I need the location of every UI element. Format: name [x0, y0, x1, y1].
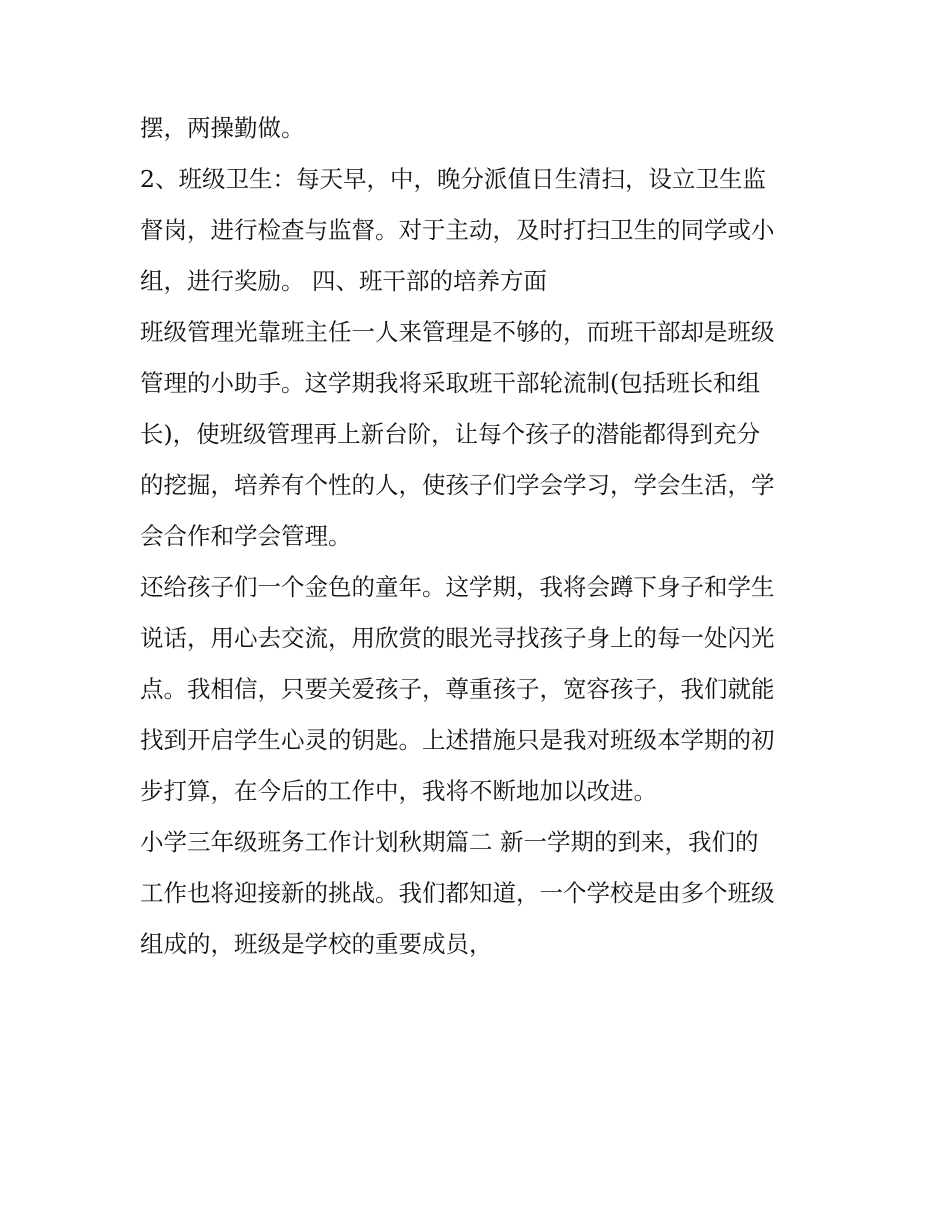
text-line: 的挖掘，培养有个性的人，使孩子们学会学习，学会生活，学 [140, 471, 775, 499]
text-line: 2、班级卫生：每天早，中，晚分派值日生清扫，设立卫生监 [140, 165, 766, 193]
text-line: 找到开启学生心灵的钥匙。上述措施只是我对班级本学期的初 [140, 726, 775, 754]
text-line: 小学三年级班务工作计划秋期篇二 新一学期的到来，我们的 [140, 828, 759, 856]
text-line: 长)，使班级管理再上新台阶，让每个孩子的潜能都得到充分 [140, 420, 761, 448]
text-line: 督岗，进行检查与监督。对于主动，及时打扫卫生的同学或小 [140, 216, 775, 244]
text-line: 组成的，班级是学校的重要成员， [140, 930, 493, 958]
body-text [140, 108, 820, 975]
text-line: 班级管理光靠班主任一人来管理是不够的，而班干部却是班级 [140, 318, 775, 346]
text-line: 工作也将迎接新的挑战。我们都知道，一个学校是由多个班级 [140, 879, 775, 907]
text-line: 会合作和学会管理。 [140, 522, 352, 550]
text-line: 管理的小助手。这学期我将采取班干部轮流制(包括班长和组 [140, 369, 761, 397]
text-line: 点。我相信，只要关爱孩子，尊重孩子，宽容孩子，我们就能 [140, 675, 775, 703]
text-line: 说话，用心去交流，用欣赏的眼光寻找孩子身上的每一处闪光 [140, 624, 775, 652]
text-line: 组，进行奖励。 四、班干部的培养方面 [140, 267, 547, 295]
text-line: 还给孩子们一个金色的童年。这学期，我将会蹲下身子和学生 [140, 573, 775, 601]
text-line: 摆，两操勤做。 [140, 114, 305, 142]
text-line: 步打算，在今后的工作中，我将不断地加以改进。 [140, 777, 657, 805]
